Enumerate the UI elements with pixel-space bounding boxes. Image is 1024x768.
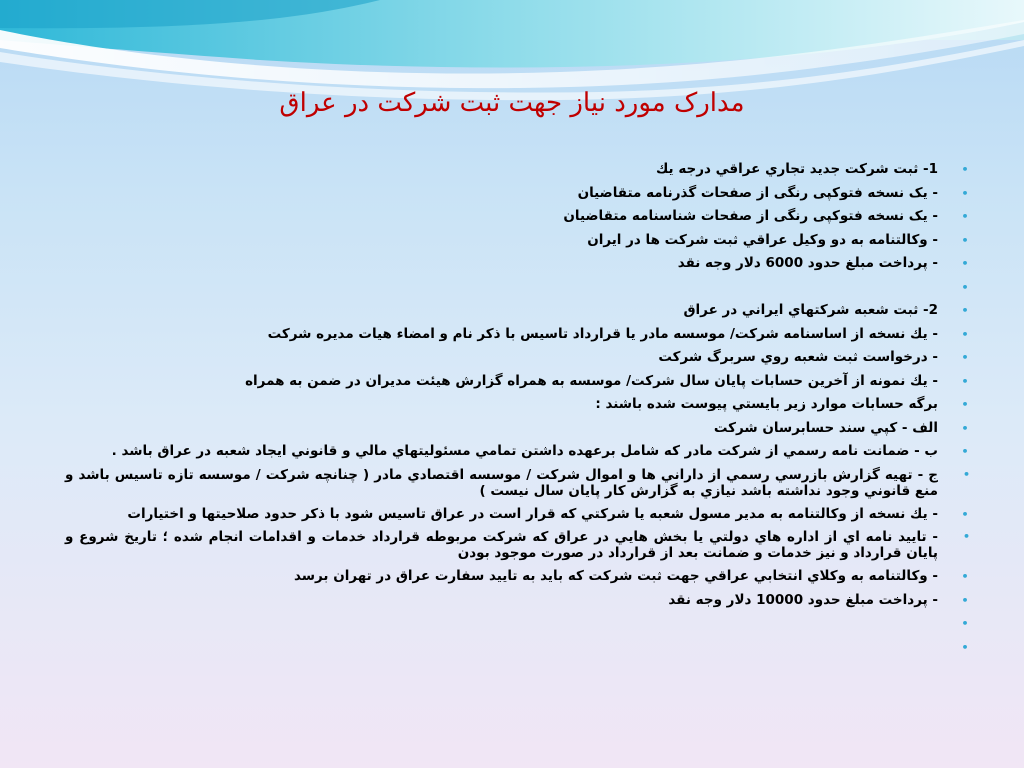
list-item <box>65 205 970 229</box>
bullet-icon: • <box>961 351 969 364</box>
bullet-icon: • <box>961 257 969 270</box>
list-item <box>65 299 970 323</box>
list-item <box>65 393 970 417</box>
list-item <box>65 252 970 276</box>
list-item-text: - درخواست ثبت شعبه روي سربرگ شركت <box>658 349 938 365</box>
list-item <box>65 370 970 394</box>
list-item <box>65 526 970 565</box>
list-item <box>65 276 970 300</box>
bullet-icon: • <box>961 327 969 341</box>
list-item <box>65 565 970 589</box>
bullet-icon: • <box>962 467 970 481</box>
list-item <box>65 229 970 253</box>
list-item <box>65 503 970 527</box>
document-list <box>65 158 970 659</box>
list-item <box>65 417 970 441</box>
bullet-icon: • <box>962 530 970 543</box>
list-item <box>65 346 970 370</box>
list-item <box>65 323 970 347</box>
list-item-text: - پرداخت مبلغ حدود 6000 دلار وجه نقد <box>677 255 938 271</box>
list-item-text: - يك نسخه از اساسنامه شركت/ موسسه مادر يا قرارداد تاسيس با ذكر نام و امضاء هيات مديره شركت <box>267 325 938 342</box>
list-item-text: - وکالتنامه به دو وکيل عراقي ثبت شرکت ها در ايران <box>587 231 938 248</box>
bullet-icon: • <box>961 374 969 388</box>
list-item-text: - یک نسخه فتوکپی رنگی از صفحات شناسنامه متقاضیان <box>563 208 938 224</box>
bullet-icon: • <box>961 304 969 317</box>
list-item-text: - وکالتنامه به وكلاي انتخابي عراقي جهت ثبت شركت كه بايد به تاييد سفارت عراق در تهران برسد <box>293 568 938 584</box>
bullet-icon: • <box>961 617 969 630</box>
list-item-text: - يك نمونه از آخرين حسابات پايان سال شركت/ موسسه به همراه گزارش هيئت مديران در ضمن به همراه <box>245 372 938 389</box>
list-item <box>65 589 970 613</box>
bullet-icon: • <box>961 640 969 654</box>
list-item-text <box>933 615 938 631</box>
slide-title: مدارک مورد نیاز جهت ثبت شرکت در عراق <box>279 88 745 118</box>
bullet-icon: • <box>961 507 969 521</box>
bullet-icon: • <box>961 421 969 435</box>
list-item-text <box>933 279 938 295</box>
list-item-text: برگه حسابات موارد زير بايستي پيوست شده باشند : <box>595 396 938 412</box>
list-item-text: 2- ثبت شعبه شرکتهاي ايراني در عراق <box>683 302 938 318</box>
list-item-text: ج - تهيه گزارش بازرسي رسمي از داراني ها و اموال شركت / موسسه اقتصادي مادر ( چنانچه شركت / موسسه تازه تاسيس باشد و منع قانوني وجود نداشته باشد نيازي به گزارش كار پايان سال نيست ) <box>65 466 938 499</box>
list-item <box>65 182 970 206</box>
bullet-icon: • <box>961 445 969 458</box>
list-item-text: ب - ضمانت نامه رسمي از شركت مادر كه شامل برعهده داشتن تمامي مسئوليتهاي مالي و قانوني ايجاد شعبه در عراق باشد . <box>111 443 938 459</box>
bullet-icon: • <box>961 593 969 607</box>
list-item-text: الف - كپي سند حسابرسان شركت <box>713 419 938 436</box>
list-item <box>65 612 970 636</box>
bullet-icon: • <box>961 398 969 411</box>
list-item-text <box>933 639 938 655</box>
list-item <box>65 636 970 660</box>
list-item-text: - یک نسخه فتوکپی رنگی از صفحات گذرنامه متقاضیان <box>577 184 938 201</box>
list-item-text: 1- ثبت شرکت جدید تجاري عراقي درجه يك <box>655 161 938 177</box>
list-item <box>65 464 970 503</box>
list-item-text: - يك نسخه از وكالتنامه به مدير مسول شعبه يا شركتي كه قرار است در عراق تاسيس شود با ذكر حدود صلاحيتها و اختيارات <box>127 505 938 522</box>
list-item-text: - تاييد نامه اي از اداره هاي دولتي يا بخش هايي در عراق كه شركت مربوطه قرارداد خدمات و اقدامات انجام شده ؛ تاريخ شروع و پايان قرارداد و نيز خدمات و ضمانت بعد از قرارداد در صورت موجود بودن <box>65 529 938 561</box>
bullet-icon: • <box>961 280 969 294</box>
bullet-icon: • <box>961 233 969 247</box>
list-item-text: - پرداخت مبلغ حدود 10000 دلار وجه نقد <box>668 591 938 608</box>
bullet-icon: • <box>961 570 969 583</box>
bullet-icon: • <box>961 210 969 223</box>
list-item <box>65 158 970 182</box>
bullet-icon: • <box>961 186 969 200</box>
bullet-icon: • <box>961 163 969 176</box>
list-item <box>65 440 970 464</box>
